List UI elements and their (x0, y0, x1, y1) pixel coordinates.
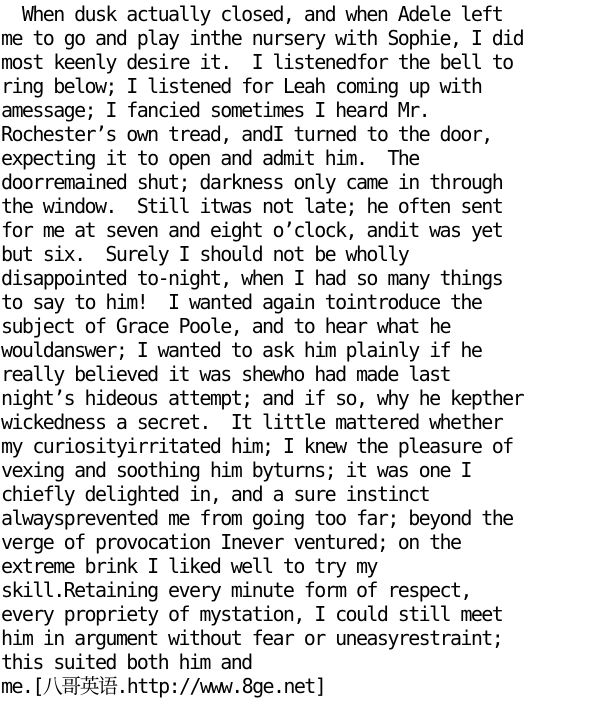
text-line: doorremained shut; darkness only came in through (1, 170, 503, 194)
text-line: disappointed to-night, when I had so many things (1, 266, 503, 290)
text-line: wickedness a secret. It little mattered whether (1, 410, 503, 434)
text-line: him in argument without fear or uneasyrestraint; (1, 626, 503, 650)
text-line: alwaysprevented me from going too far; beyond the (1, 506, 513, 530)
text-line: this suited both him and (1, 650, 252, 674)
text-line: Rochester’s own tread, andI turned to the door, (1, 122, 492, 146)
text-line: but six. Surely I should not be wholly (1, 242, 409, 266)
text-line: my curiosityirritated him; I knew the pleasure of (1, 434, 513, 458)
text-line: really believed it was shewho had made last (1, 362, 450, 386)
text-line: me.[八哥英语.http://www.8ge.net] (1, 674, 326, 698)
text-line: skill.Retaining every minute form of respect, (1, 578, 471, 602)
text-line: verge of provocation Inever ventured; on the (1, 530, 461, 554)
text-line: extreme brink I liked well to try my (1, 554, 377, 578)
text-line: to say to him! I wanted again tointroduce the (1, 290, 482, 314)
text-line: night’s hideous attempt; and if so, why he kepther (1, 386, 524, 410)
text-line: the window. Still itwas not late; he often sent (1, 194, 503, 218)
text-line: expecting it to open and admit him. The (1, 146, 419, 170)
text-line: me to go and play inthe nursery with Sophie, I did (1, 26, 524, 50)
text-line: vexing and soothing him byturns; it was one I (1, 458, 471, 482)
text-line: subject of Grace Poole, and to hear what he (1, 314, 450, 338)
passage-text (1, 2, 600, 698)
text-line: for me at seven and eight o’clock, andit was yet (1, 218, 503, 242)
text-line: every propriety of mystation, I could still meet (1, 602, 503, 626)
text-line: most keenly desire it. I listenedfor the bell to (1, 50, 513, 74)
text-line: When dusk actually closed, and when Adele left (1, 2, 503, 26)
text-line: amessage; I fancied sometimes I heard Mr. (1, 98, 430, 122)
text-line: chiefly delighted in, and a sure instinct (1, 482, 430, 506)
text-line: ring below; I listened for Leah coming up with (1, 74, 482, 98)
text-line: wouldanswer; I wanted to ask him plainly if he (1, 338, 482, 362)
